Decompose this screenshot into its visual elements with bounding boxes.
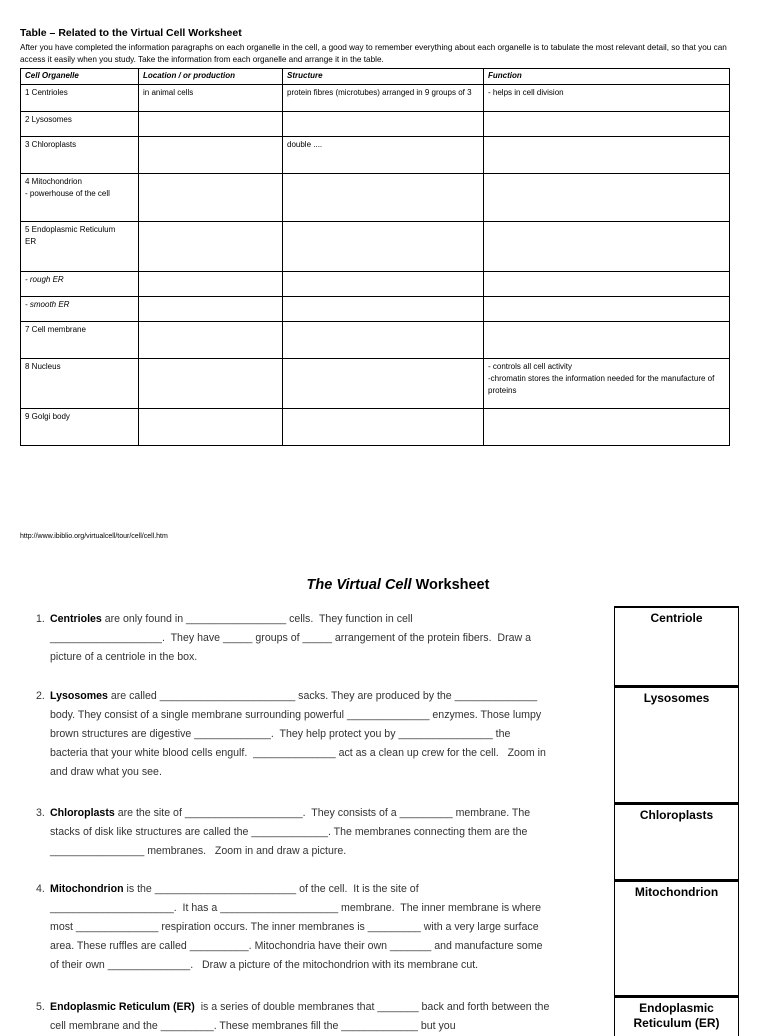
- cell-function: [484, 297, 730, 322]
- table-intro: After you have completed the information paragraphs on each organelle in the cell, a good way to remember everything about each organelle is to tabulate the most relevant detail, so that you can access it easily when you study. Take the information from each organelle and arrange it in the table.: [20, 43, 727, 64]
- question-text: are the site of ____________________. They consists of a _________ membrane. The: [114, 807, 531, 819]
- cell-location: [139, 272, 283, 297]
- cell-organelle: 4 Mitochondrion - powerhouse of the cell: [21, 174, 139, 222]
- source-url: http://www.ibiblio.org/virtualcell/tour/cell/cell.htm: [20, 533, 168, 540]
- cell-structure: [283, 322, 484, 359]
- table-row: [21, 409, 730, 446]
- table-row: [21, 174, 730, 222]
- question-term: Centrioles: [50, 613, 102, 625]
- question-line: of their own ______________. Draw a picture of the mitochondrion with its membrane cut.: [50, 959, 479, 971]
- question-number: 5.: [36, 1001, 45, 1013]
- question-term: Endoplasmic Reticulum (ER): [50, 1001, 195, 1013]
- question-number: 1.: [36, 613, 45, 625]
- cell-organelle: - smooth ER: [21, 297, 139, 322]
- question-2: [36, 687, 606, 782]
- question-text: is the ________________________ of the cell. It is the site of: [123, 883, 419, 895]
- question-line: ___________________. They have _____ groups of _____ arrangement of the protein fibers. Draw a: [50, 632, 531, 644]
- table-row: [21, 137, 730, 174]
- drawing-box: [614, 996, 739, 1036]
- question-line: picture of a centriole in the box.: [50, 651, 198, 663]
- cell-location: in animal cells: [139, 85, 283, 112]
- question-number: 4.: [36, 883, 45, 895]
- cell-organelle: 5 Endoplasmic Reticulum ER: [21, 222, 139, 272]
- cell-organelle: 8 Nucleus: [21, 359, 139, 409]
- question-line: cell membrane and the _________. These membranes fill the _____________ but you: [50, 1020, 456, 1032]
- question-text: are only found in _________________ cells. They function in cell: [101, 613, 413, 625]
- cell-location: [139, 222, 283, 272]
- table-row: [21, 359, 730, 409]
- organelle-table: [20, 68, 730, 446]
- question-line: stacks of disk like structures are called the _____________. The membranes connecting them are the: [50, 826, 528, 838]
- cell-structure: [283, 112, 484, 137]
- cell-function: [484, 409, 730, 446]
- question-first-line: [36, 610, 606, 629]
- cell-location: [139, 112, 283, 137]
- cell-function: - helps in cell division: [484, 85, 730, 112]
- question-term: Mitochondrion: [50, 883, 124, 895]
- question-line: _____________________. It has a ____________________ membrane. The inner membrane is where: [50, 902, 542, 914]
- cell-structure: [283, 272, 484, 297]
- question-5: [36, 998, 606, 1036]
- question-3: [36, 804, 606, 861]
- drawing-box-label: Lysosomes: [643, 691, 710, 705]
- drawing-box: [614, 686, 739, 803]
- question-1: [36, 610, 606, 667]
- cell-location: [139, 359, 283, 409]
- table-row: [21, 322, 730, 359]
- cell-structure: protein fibres (microtubes) arranged in 9 groups of 3: [283, 85, 484, 112]
- question-first-line: [36, 687, 606, 706]
- cell-organelle: 7 Cell membrane: [21, 322, 139, 359]
- question-first-line: [36, 998, 606, 1017]
- cell-function: - controls all cell activity -chromatin stores the information needed for the manufacture of proteins: [484, 359, 730, 409]
- question-line: body. They consist of a single membrane surrounding powerful ______________ enzymes. Those lumpy: [50, 709, 542, 721]
- drawing-box-label: Mitochondrion: [634, 885, 719, 899]
- cell-organelle: 2 Lysosomes: [21, 112, 139, 137]
- worksheet-title-italic: The Virtual Cell: [306, 577, 412, 593]
- cell-structure: double ....: [283, 137, 484, 174]
- cell-function: [484, 137, 730, 174]
- cell-organelle: 3 Chloroplasts: [21, 137, 139, 174]
- cell-location: [139, 174, 283, 222]
- table-header-row: [21, 69, 730, 85]
- table-row: [21, 297, 730, 322]
- question-line: area. These ruffles are called __________. Mitochondria have their own _______ and manufacture some: [50, 940, 543, 952]
- table-row: [21, 222, 730, 272]
- question-line: ________________ membranes. Zoom in and draw a picture.: [50, 845, 347, 857]
- column-header: Cell Organelle: [21, 69, 139, 85]
- question-number: 3.: [36, 807, 45, 819]
- column-header: Function: [484, 69, 730, 85]
- drawing-box: [614, 606, 739, 686]
- cell-structure: [283, 174, 484, 222]
- table-row: [21, 85, 730, 112]
- drawing-box-label: Endoplasmic Reticulum (ER): [633, 1001, 720, 1030]
- cell-organelle: 9 Golgi body: [21, 409, 139, 446]
- drawing-box-label: Chloroplasts: [639, 808, 714, 822]
- column-header: Structure: [283, 69, 484, 85]
- cell-function: [484, 174, 730, 222]
- cell-organelle: 1 Centrioles: [21, 85, 139, 112]
- table-row: [21, 112, 730, 137]
- cell-function: [484, 112, 730, 137]
- cell-structure: [283, 409, 484, 446]
- question-term: Lysosomes: [50, 690, 108, 702]
- cell-function: [484, 322, 730, 359]
- column-header: Location / or production: [139, 69, 283, 85]
- question-number: 2.: [36, 690, 45, 702]
- question-line: and draw what you see.: [50, 766, 162, 778]
- cell-structure: [283, 359, 484, 409]
- cell-function: [484, 222, 730, 272]
- question-line: most ______________ respiration occurs. The inner membranes is _________ with a very large surface: [50, 921, 539, 933]
- cell-structure: [283, 222, 484, 272]
- cell-location: [139, 297, 283, 322]
- table-row: [21, 272, 730, 297]
- question-line: brown structures are digestive _____________. They help protect you by ________________ the: [50, 728, 511, 740]
- worksheet-title: [0, 577, 768, 593]
- cell-location: [139, 322, 283, 359]
- drawing-box: [614, 803, 739, 880]
- cell-organelle: - rough ER: [21, 272, 139, 297]
- question-first-line: [36, 804, 606, 823]
- question-4: [36, 880, 606, 975]
- question-text: are called _______________________ sacks. They are produced by the ______________: [107, 690, 538, 702]
- cell-location: [139, 409, 283, 446]
- cell-function: [484, 272, 730, 297]
- drawing-box-label: Centriole: [650, 611, 703, 625]
- table-heading: Table – Related to the Virtual Cell Worksheet: [20, 27, 242, 39]
- question-term: Chloroplasts: [50, 807, 115, 819]
- worksheet-title-rest: Worksheet: [415, 577, 490, 593]
- question-first-line: [36, 880, 606, 899]
- cell-location: [139, 137, 283, 174]
- question-line: bacteria that your white blood cells engulf. ______________ act as a clean up crew for the cell. Zoom in: [50, 747, 546, 759]
- cell-structure: [283, 297, 484, 322]
- question-text: is a series of double membranes that _______ back and forth between the: [194, 1001, 550, 1013]
- drawing-box: [614, 880, 739, 996]
